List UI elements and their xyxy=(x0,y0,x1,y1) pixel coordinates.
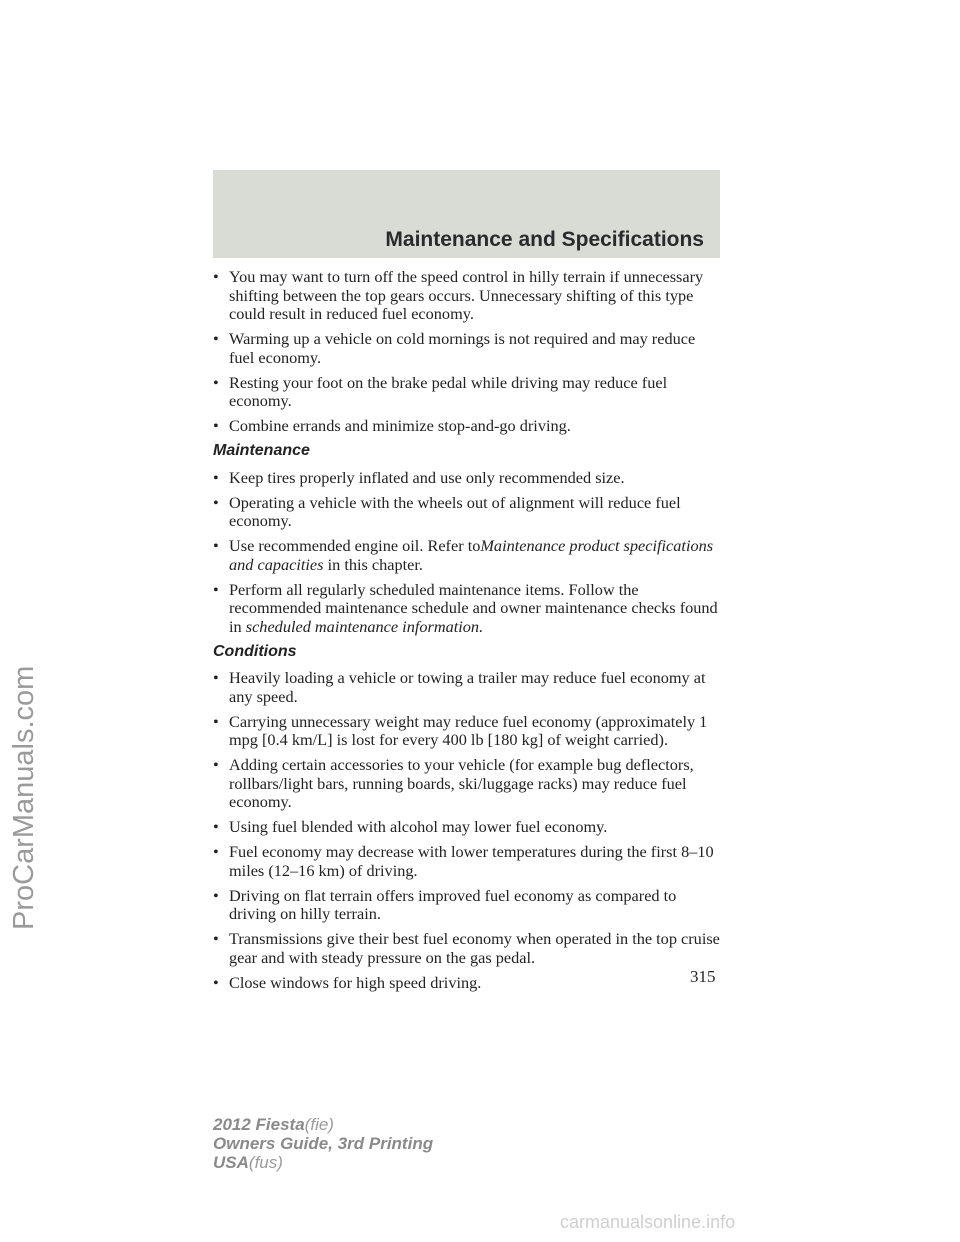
page-number: 315 xyxy=(690,967,716,986)
list-item: • Resting your foot on the brake pedal while driving may reduce fuel economy. xyxy=(213,372,668,410)
list-item: • Operating a vehicle with the wheels out of alignment will reduce fuel economy. xyxy=(213,492,681,530)
list-item: • Close windows for high speed driving. xyxy=(213,972,482,992)
cross-reference: scheduled maintenance information. xyxy=(245,616,484,636)
watermark xyxy=(8,665,41,930)
list-item: • Carrying unnecessary weight may reduce fuel economy (approximately 1 mpg [0.4 km/L] is lost for every 400 lb [180 kg] of weight carried). xyxy=(213,711,708,749)
footer-line-market: USA(fus) xyxy=(213,1153,283,1172)
list-item: • Transmissions give their best fuel economy when operated in the top cruise gear and with steady pressure on the gas pedal. xyxy=(213,929,720,967)
list-item: • Perform all regularly scheduled maintenance items. Follow the recommended maintenance schedule and owner maintenance checks found in scheduled maintenance information. xyxy=(213,579,718,636)
list-item: • Combine errands and minimize stop-and-go driving. xyxy=(213,416,571,435)
page-body xyxy=(213,268,723,999)
list-item: • Adding certain accessories to your vehicle (for example bug deflectors, rollbars/light bars, running boards, ski/luggage racks) may reduce fuel economy. xyxy=(213,755,694,811)
watermark-text: ProCarManuals.com xyxy=(8,665,40,930)
site-watermark: carmanualsonline.info xyxy=(560,1212,736,1232)
footer-line-guide: Owners Guide, 3rd Printing xyxy=(213,1134,434,1153)
maintenance-heading: Maintenance xyxy=(213,442,310,459)
conditions-heading: Conditions xyxy=(213,642,297,660)
list-item: • Keep tires properly inflated and use only recommended size. xyxy=(213,467,625,487)
footer-line-model: 2012 Fiesta(fie) xyxy=(213,1115,334,1134)
list-item: • You may want to turn off the speed control in hilly terrain if unnecessary shifting between the top gears occurs. Unnecessary shifting of this type could result in reduced fuel economy. xyxy=(213,267,704,323)
list-item: • Heavily loading a vehicle or towing a trailer may reduce fuel economy at any speed. xyxy=(213,668,706,706)
footer xyxy=(213,1115,433,1172)
cross-reference: Maintenance product specifications and capacities xyxy=(229,536,714,574)
list-item: • Using fuel blended with alcohol may lower fuel economy. xyxy=(213,817,608,836)
list-item: • Warming up a vehicle on cold mornings is not required and may reduce fuel economy. xyxy=(213,329,696,367)
section-title: Maintenance and Specifications xyxy=(385,228,704,251)
section-header-band xyxy=(213,170,720,258)
list-item: • Fuel economy may decrease with lower temperatures during the first 8–10 miles (12–16 km) of driving. xyxy=(213,842,714,880)
list-item: • Driving on flat terrain offers improved fuel economy as compared to driving on hilly terrain. xyxy=(213,885,677,923)
list-item: • Use recommended engine oil. Refer toMaintenance product specifications and capacities in this chapter. xyxy=(213,536,714,574)
